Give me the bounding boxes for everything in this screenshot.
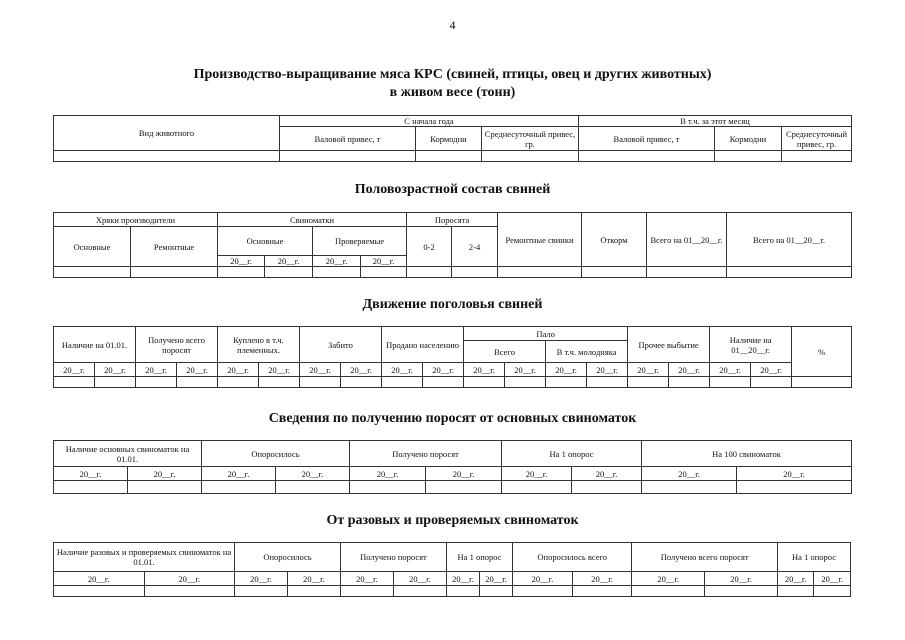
header-received: Получено всего поросят	[136, 327, 218, 363]
header-piglets-2-4: 2-4	[452, 227, 498, 267]
blank-cell[interactable]	[814, 586, 851, 597]
blank-cell[interactable]	[452, 267, 498, 278]
blank-cell[interactable]	[128, 481, 202, 494]
table-row	[54, 586, 851, 597]
year-label: 20__г.	[546, 363, 587, 377]
header-daily-gain: Среднесуточный привес, гр.	[482, 127, 579, 151]
blank-cell[interactable]	[572, 586, 632, 597]
header-available-on: Наличие на 01__20__г.	[710, 327, 792, 363]
header-piglets-0-2: 0-2	[407, 227, 452, 267]
year-label: 20__г.	[505, 363, 546, 377]
blank-cell[interactable]	[218, 377, 259, 388]
header-sold: Продано населению	[382, 327, 464, 363]
year-label: 20__г.	[341, 363, 382, 377]
blank-cell[interactable]	[54, 481, 128, 494]
header-single-sows-available: Наличие разовых и проверяемых свиноматок на 01.01.	[54, 543, 235, 572]
blank-cell[interactable]	[628, 377, 669, 388]
section1-title-line1: Производство-выращивание мяса КРС (свиней, птицы, овец и других животных)	[193, 67, 712, 82]
year-label: 20__г.	[513, 572, 573, 586]
header-daily-gain-month: Среднесуточный привес, гр.	[782, 127, 852, 151]
header-feed-days-month: Кормодни	[715, 127, 782, 151]
header-sows-main: Основные	[218, 227, 313, 256]
year-label: 20__г.	[642, 467, 737, 481]
blank-cell[interactable]	[265, 267, 313, 278]
year-label: 20__г.	[54, 467, 128, 481]
blank-cell[interactable]	[642, 481, 737, 494]
header-piglets-received: Получено поросят	[340, 543, 446, 572]
year-label: 20__г.	[393, 572, 446, 586]
year-label: 20__г.	[751, 363, 792, 377]
blank-cell[interactable]	[202, 481, 276, 494]
year-label: 20__г.	[778, 572, 814, 586]
blank-cell[interactable]	[546, 377, 587, 388]
year-label: 20__г.	[361, 256, 407, 267]
table-row	[54, 151, 852, 162]
header-this-month: В т.ч. за этот месяц	[579, 116, 852, 127]
blank-cell[interactable]	[792, 377, 852, 388]
year-label: 20__г.	[54, 572, 145, 586]
header-farrowed-total: Опоросилось всего	[513, 543, 632, 572]
year-label: 20__г.	[136, 363, 177, 377]
blank-cell[interactable]	[669, 377, 710, 388]
blank-cell[interactable]	[513, 586, 573, 597]
header-dead-young: В т.ч. молодняка	[546, 341, 628, 363]
blank-cell[interactable]	[54, 586, 145, 597]
header-sows: Свиноматки	[218, 213, 407, 227]
header-dead-total: Всего	[464, 341, 546, 363]
table-single-checked-sows	[53, 542, 851, 597]
blank-cell[interactable]	[235, 586, 288, 597]
blank-cell[interactable]	[423, 377, 464, 388]
blank-cell[interactable]	[54, 377, 95, 388]
header-animal-type: Вид животного	[54, 116, 280, 151]
header-farrowed: Опоросилось	[202, 441, 350, 467]
blank-cell[interactable]	[426, 481, 502, 494]
year-label: 20__г.	[218, 363, 259, 377]
header-available: Наличие на 01.01.	[54, 327, 136, 363]
table-herd-movement	[53, 326, 852, 388]
header-farrowed: Опоросилось	[235, 543, 341, 572]
blank-cell[interactable]	[710, 377, 751, 388]
header-total-on-date: Всего на 01__20__г.	[647, 213, 727, 267]
year-label: 20__г.	[265, 256, 313, 267]
section3-title: Движение поголовья свиней	[362, 297, 543, 312]
blank-cell[interactable]	[632, 586, 705, 597]
year-label: 20__г.	[814, 572, 851, 586]
header-piglets-received: Получено поросят	[350, 441, 502, 467]
blank-cell[interactable]	[95, 377, 136, 388]
blank-cell[interactable]	[313, 267, 361, 278]
blank-cell[interactable]	[579, 151, 715, 162]
section4-title: Сведения по получению поросят от основных свиноматок	[268, 411, 637, 426]
year-label: 20__г.	[382, 363, 423, 377]
blank-cell[interactable]	[287, 586, 340, 597]
table-pig-age-sex	[53, 212, 852, 278]
year-label: 20__г.	[628, 363, 669, 377]
blank-cell[interactable]	[276, 481, 350, 494]
blank-cell[interactable]	[393, 586, 446, 597]
header-boars: Хряки производители	[54, 213, 218, 227]
header-gross-gain: Валовой привес, т	[280, 127, 416, 151]
blank-cell[interactable]	[144, 586, 235, 597]
header-total-on-date-b: Всего на 01__20__г.	[727, 213, 852, 267]
page-number: 4	[449, 18, 456, 32]
year-label: 20__г.	[502, 467, 572, 481]
header-sows-checked: Проверяемые	[313, 227, 407, 256]
blank-cell[interactable]	[407, 267, 452, 278]
table-row	[54, 377, 852, 388]
blank-cell[interactable]	[505, 377, 546, 388]
header-since-year-start: С начала года	[280, 116, 579, 127]
blank-cell[interactable]	[647, 267, 727, 278]
year-label: 20__г.	[300, 363, 341, 377]
table-main-sows-piglets	[53, 440, 852, 494]
blank-cell[interactable]	[280, 151, 416, 162]
header-boars-repair: Ремонтные	[131, 227, 218, 267]
year-label: 20__г.	[177, 363, 218, 377]
year-label: 20__г.	[144, 572, 235, 586]
year-label: 20__г.	[259, 363, 300, 377]
year-label: 20__г.	[710, 363, 751, 377]
blank-cell[interactable]	[572, 481, 642, 494]
header-per-100-sows: На 100 свиноматок	[642, 441, 852, 467]
header-per-farrowing: На 1 опорос	[502, 441, 642, 467]
blank-cell[interactable]	[218, 267, 265, 278]
blank-cell[interactable]	[361, 267, 407, 278]
year-label: 20__г.	[669, 363, 710, 377]
blank-cell[interactable]	[705, 586, 778, 597]
header-boars-main: Основные	[54, 227, 131, 267]
year-label: 20__г.	[202, 467, 276, 481]
year-label: 20__г.	[632, 572, 705, 586]
header-gross-gain-month: Валовой привес, т	[579, 127, 715, 151]
blank-cell[interactable]	[177, 377, 218, 388]
header-main-sows-available: Наличие основных свиноматок на 01.01.	[54, 441, 202, 467]
year-label: 20__г.	[737, 467, 852, 481]
section1-title-line2: в живом весе (тонн)	[389, 85, 516, 100]
header-slaughtered: Забито	[300, 327, 382, 363]
blank-cell[interactable]	[502, 481, 572, 494]
header-bought: Куплено в т.ч. племенных.	[218, 327, 300, 363]
year-label: 20__г.	[423, 363, 464, 377]
blank-cell[interactable]	[300, 377, 341, 388]
year-label: 20__г.	[54, 363, 95, 377]
blank-cell[interactable]	[498, 267, 582, 278]
blank-cell[interactable]	[341, 377, 382, 388]
year-label: 20__г.	[587, 363, 628, 377]
blank-cell[interactable]	[446, 586, 479, 597]
year-label: 20__г.	[340, 572, 393, 586]
header-other-disposal: Прочее выбытие	[628, 327, 710, 363]
blank-cell[interactable]	[751, 377, 792, 388]
blank-cell[interactable]	[587, 377, 628, 388]
header-dead: Пало	[464, 327, 628, 341]
blank-cell[interactable]	[350, 481, 426, 494]
blank-cell[interactable]	[131, 267, 218, 278]
blank-cell[interactable]	[259, 377, 300, 388]
header-percent: %	[792, 327, 852, 377]
header-per-farrowing-total: На 1 опорос	[778, 543, 851, 572]
table-meat-production	[53, 115, 852, 162]
blank-cell[interactable]	[340, 586, 393, 597]
year-label: 20__г.	[235, 572, 288, 586]
blank-cell[interactable]	[416, 151, 482, 162]
year-label: 20__г.	[464, 363, 505, 377]
blank-cell[interactable]	[136, 377, 177, 388]
year-label: 20__г.	[426, 467, 502, 481]
blank-cell[interactable]	[582, 267, 647, 278]
table-row	[54, 481, 852, 494]
section2-title: Половозрастной состав свиней	[354, 182, 551, 197]
blank-cell[interactable]	[54, 267, 131, 278]
blank-cell[interactable]	[480, 586, 513, 597]
blank-cell[interactable]	[482, 151, 579, 162]
blank-cell[interactable]	[715, 151, 782, 162]
year-label: 20__г.	[446, 572, 479, 586]
year-label: 20__г.	[218, 256, 265, 267]
header-fattening: Откорм	[582, 213, 647, 267]
year-label: 20__г.	[480, 572, 513, 586]
blank-cell[interactable]	[464, 377, 505, 388]
blank-cell[interactable]	[54, 151, 280, 162]
year-label: 20__г.	[95, 363, 136, 377]
year-label: 20__г.	[287, 572, 340, 586]
header-piglets: Поросята	[407, 213, 498, 227]
year-label: 20__г.	[705, 572, 778, 586]
section5-title: От разовых и проверяемых свиноматок	[326, 513, 579, 528]
year-label: 20__г.	[276, 467, 350, 481]
year-label: 20__г.	[572, 467, 642, 481]
blank-cell[interactable]	[782, 151, 852, 162]
header-repair-gilts: Ремонтные свинки	[498, 213, 582, 267]
blank-cell[interactable]	[382, 377, 423, 388]
blank-cell[interactable]	[737, 481, 852, 494]
blank-cell[interactable]	[727, 267, 852, 278]
year-label: 20__г.	[128, 467, 202, 481]
year-label: 20__г.	[350, 467, 426, 481]
header-piglets-received-total: Получено всего поросят	[632, 543, 778, 572]
year-label: 20__г.	[572, 572, 632, 586]
header-per-farrowing: На 1 опорос	[446, 543, 512, 572]
header-feed-days: Кормодни	[416, 127, 482, 151]
year-label: 20__г.	[313, 256, 361, 267]
table-row	[54, 267, 852, 278]
blank-cell[interactable]	[778, 586, 814, 597]
